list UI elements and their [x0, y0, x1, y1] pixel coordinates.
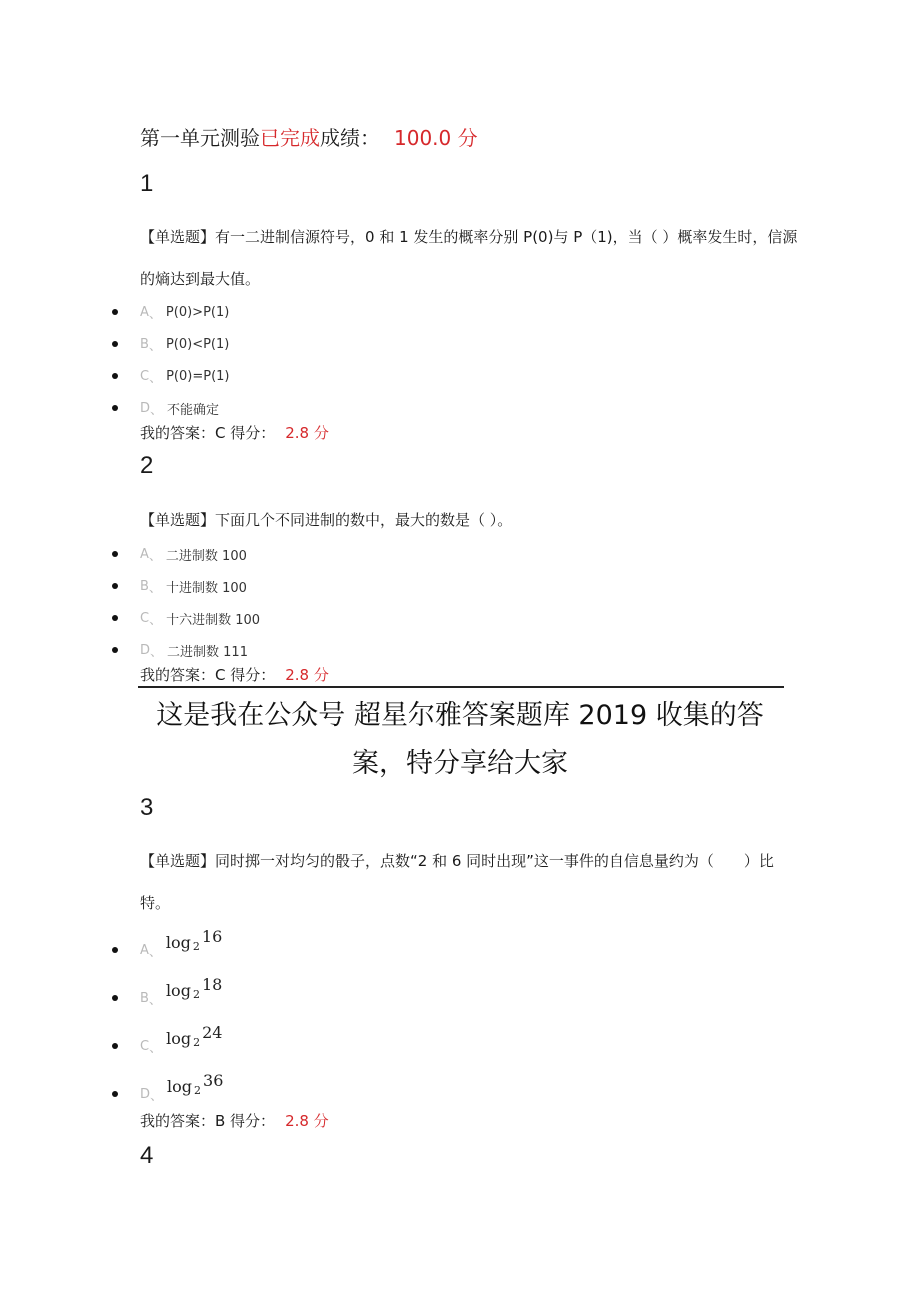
option-separator: 、	[149, 612, 163, 628]
option-c[interactable]	[112, 602, 260, 634]
bullet-icon	[112, 647, 118, 653]
option-c[interactable]	[112, 360, 230, 392]
option-letter: B	[140, 990, 149, 1006]
option-d[interactable]	[112, 392, 230, 424]
option-a[interactable]	[112, 538, 260, 570]
option-separator: 、	[148, 306, 162, 322]
option-separator: 、	[150, 644, 164, 660]
option-separator: 、	[150, 402, 164, 418]
completion-status: 已完成	[260, 126, 320, 150]
option-text: 不能确定	[167, 402, 220, 418]
question-number: 1	[140, 170, 154, 197]
bullet-icon	[112, 551, 118, 557]
option-letter: D	[140, 400, 151, 416]
score-value: 100.0 分	[394, 126, 478, 150]
option-separator: 、	[148, 992, 162, 1008]
option-c[interactable]	[112, 1022, 223, 1070]
score-label: 成绩：	[320, 126, 380, 150]
option-letter: A	[140, 546, 149, 562]
banner-line-2: 案，特分享给大家	[352, 748, 568, 779]
option-separator: 、	[148, 548, 162, 564]
question-stem: 【单选题】同时掷一对均匀的骰子，点数“2 和 6 同时出现”这一事件的自信息量约为（ ）比特。	[140, 852, 774, 912]
option-d[interactable]	[112, 634, 260, 666]
option-separator: 、	[150, 1088, 164, 1104]
bullet-icon	[112, 1091, 118, 1097]
option-text: P(0)=P(1)	[166, 368, 230, 384]
option-a[interactable]	[112, 926, 223, 974]
option-list	[112, 538, 260, 666]
option-letter: C	[140, 610, 150, 626]
option-letter: B	[140, 336, 149, 352]
answer-label: 我的答案：C 得分：	[140, 666, 276, 684]
answer-label: 我的答案：B 得分：	[140, 1112, 276, 1130]
question-stem: 【单选题】有一二进制信源符号，0 和 1 发生的概率分别 P(0)与 P（1)，当（ ）概率发生时，信源的熵达到最大值。	[140, 228, 798, 288]
log-formula: log 2 36	[167, 1071, 224, 1097]
option-text: 二进制数 111	[167, 644, 248, 660]
log-formula: log 2 18	[165, 975, 223, 1001]
option-separator: 、	[149, 370, 163, 386]
option-list	[112, 296, 230, 424]
banner-line-1: 这是我在公众号 超星尔雅答案题库 2019 收集的答	[156, 700, 764, 731]
option-b[interactable]	[112, 328, 230, 360]
option-b[interactable]	[112, 570, 260, 602]
option-text: 十六进制数 100	[166, 612, 261, 628]
option-letter: D	[140, 642, 151, 658]
question-stem: 【单选题】下面几个不同进制的数中，最大的数是（ ）。	[140, 511, 513, 529]
option-separator: 、	[149, 1040, 163, 1056]
log-formula: log 2 24	[166, 1023, 223, 1049]
bullet-icon	[112, 405, 118, 411]
option-separator: 、	[148, 580, 162, 596]
option-text: P(0)<P(1)	[165, 336, 230, 352]
option-letter: B	[140, 578, 149, 594]
option-letter: C	[140, 1038, 150, 1054]
promo-banner	[120, 692, 800, 788]
question-number: 2	[140, 452, 154, 479]
option-text: 十进制数 100	[165, 580, 247, 596]
answer-points: 2.8 分	[285, 666, 329, 684]
option-separator: 、	[148, 944, 162, 960]
option-letter: A	[140, 942, 149, 958]
divider-line	[138, 686, 784, 688]
bullet-icon	[112, 341, 118, 347]
quiz-header	[140, 122, 478, 151]
my-answer	[140, 1110, 329, 1131]
bullet-icon	[112, 615, 118, 621]
quiz-title: 第一单元测验	[140, 126, 260, 150]
option-letter: D	[140, 1086, 151, 1102]
bullet-icon	[112, 1043, 118, 1049]
option-b[interactable]	[112, 974, 223, 1022]
my-answer	[140, 664, 329, 685]
option-separator: 、	[148, 338, 162, 354]
bullet-icon	[112, 583, 118, 589]
option-letter: A	[140, 304, 149, 320]
bullet-icon	[112, 947, 118, 953]
my-answer	[140, 422, 329, 443]
option-a[interactable]	[112, 296, 230, 328]
bullet-icon	[112, 995, 118, 1001]
log-formula: log 2 16	[165, 927, 223, 953]
option-text: 二进制数 100	[165, 548, 247, 564]
answer-points: 2.8 分	[285, 1112, 329, 1130]
option-list	[112, 926, 223, 1118]
option-text: P(0)>P(1)	[165, 304, 230, 320]
bullet-icon	[112, 309, 118, 315]
question-number: 3	[140, 794, 154, 821]
bullet-icon	[112, 373, 118, 379]
answer-points: 2.8 分	[285, 424, 329, 442]
answer-label: 我的答案：C 得分：	[140, 424, 276, 442]
question-number: 4	[140, 1142, 154, 1169]
option-letter: C	[140, 368, 150, 384]
